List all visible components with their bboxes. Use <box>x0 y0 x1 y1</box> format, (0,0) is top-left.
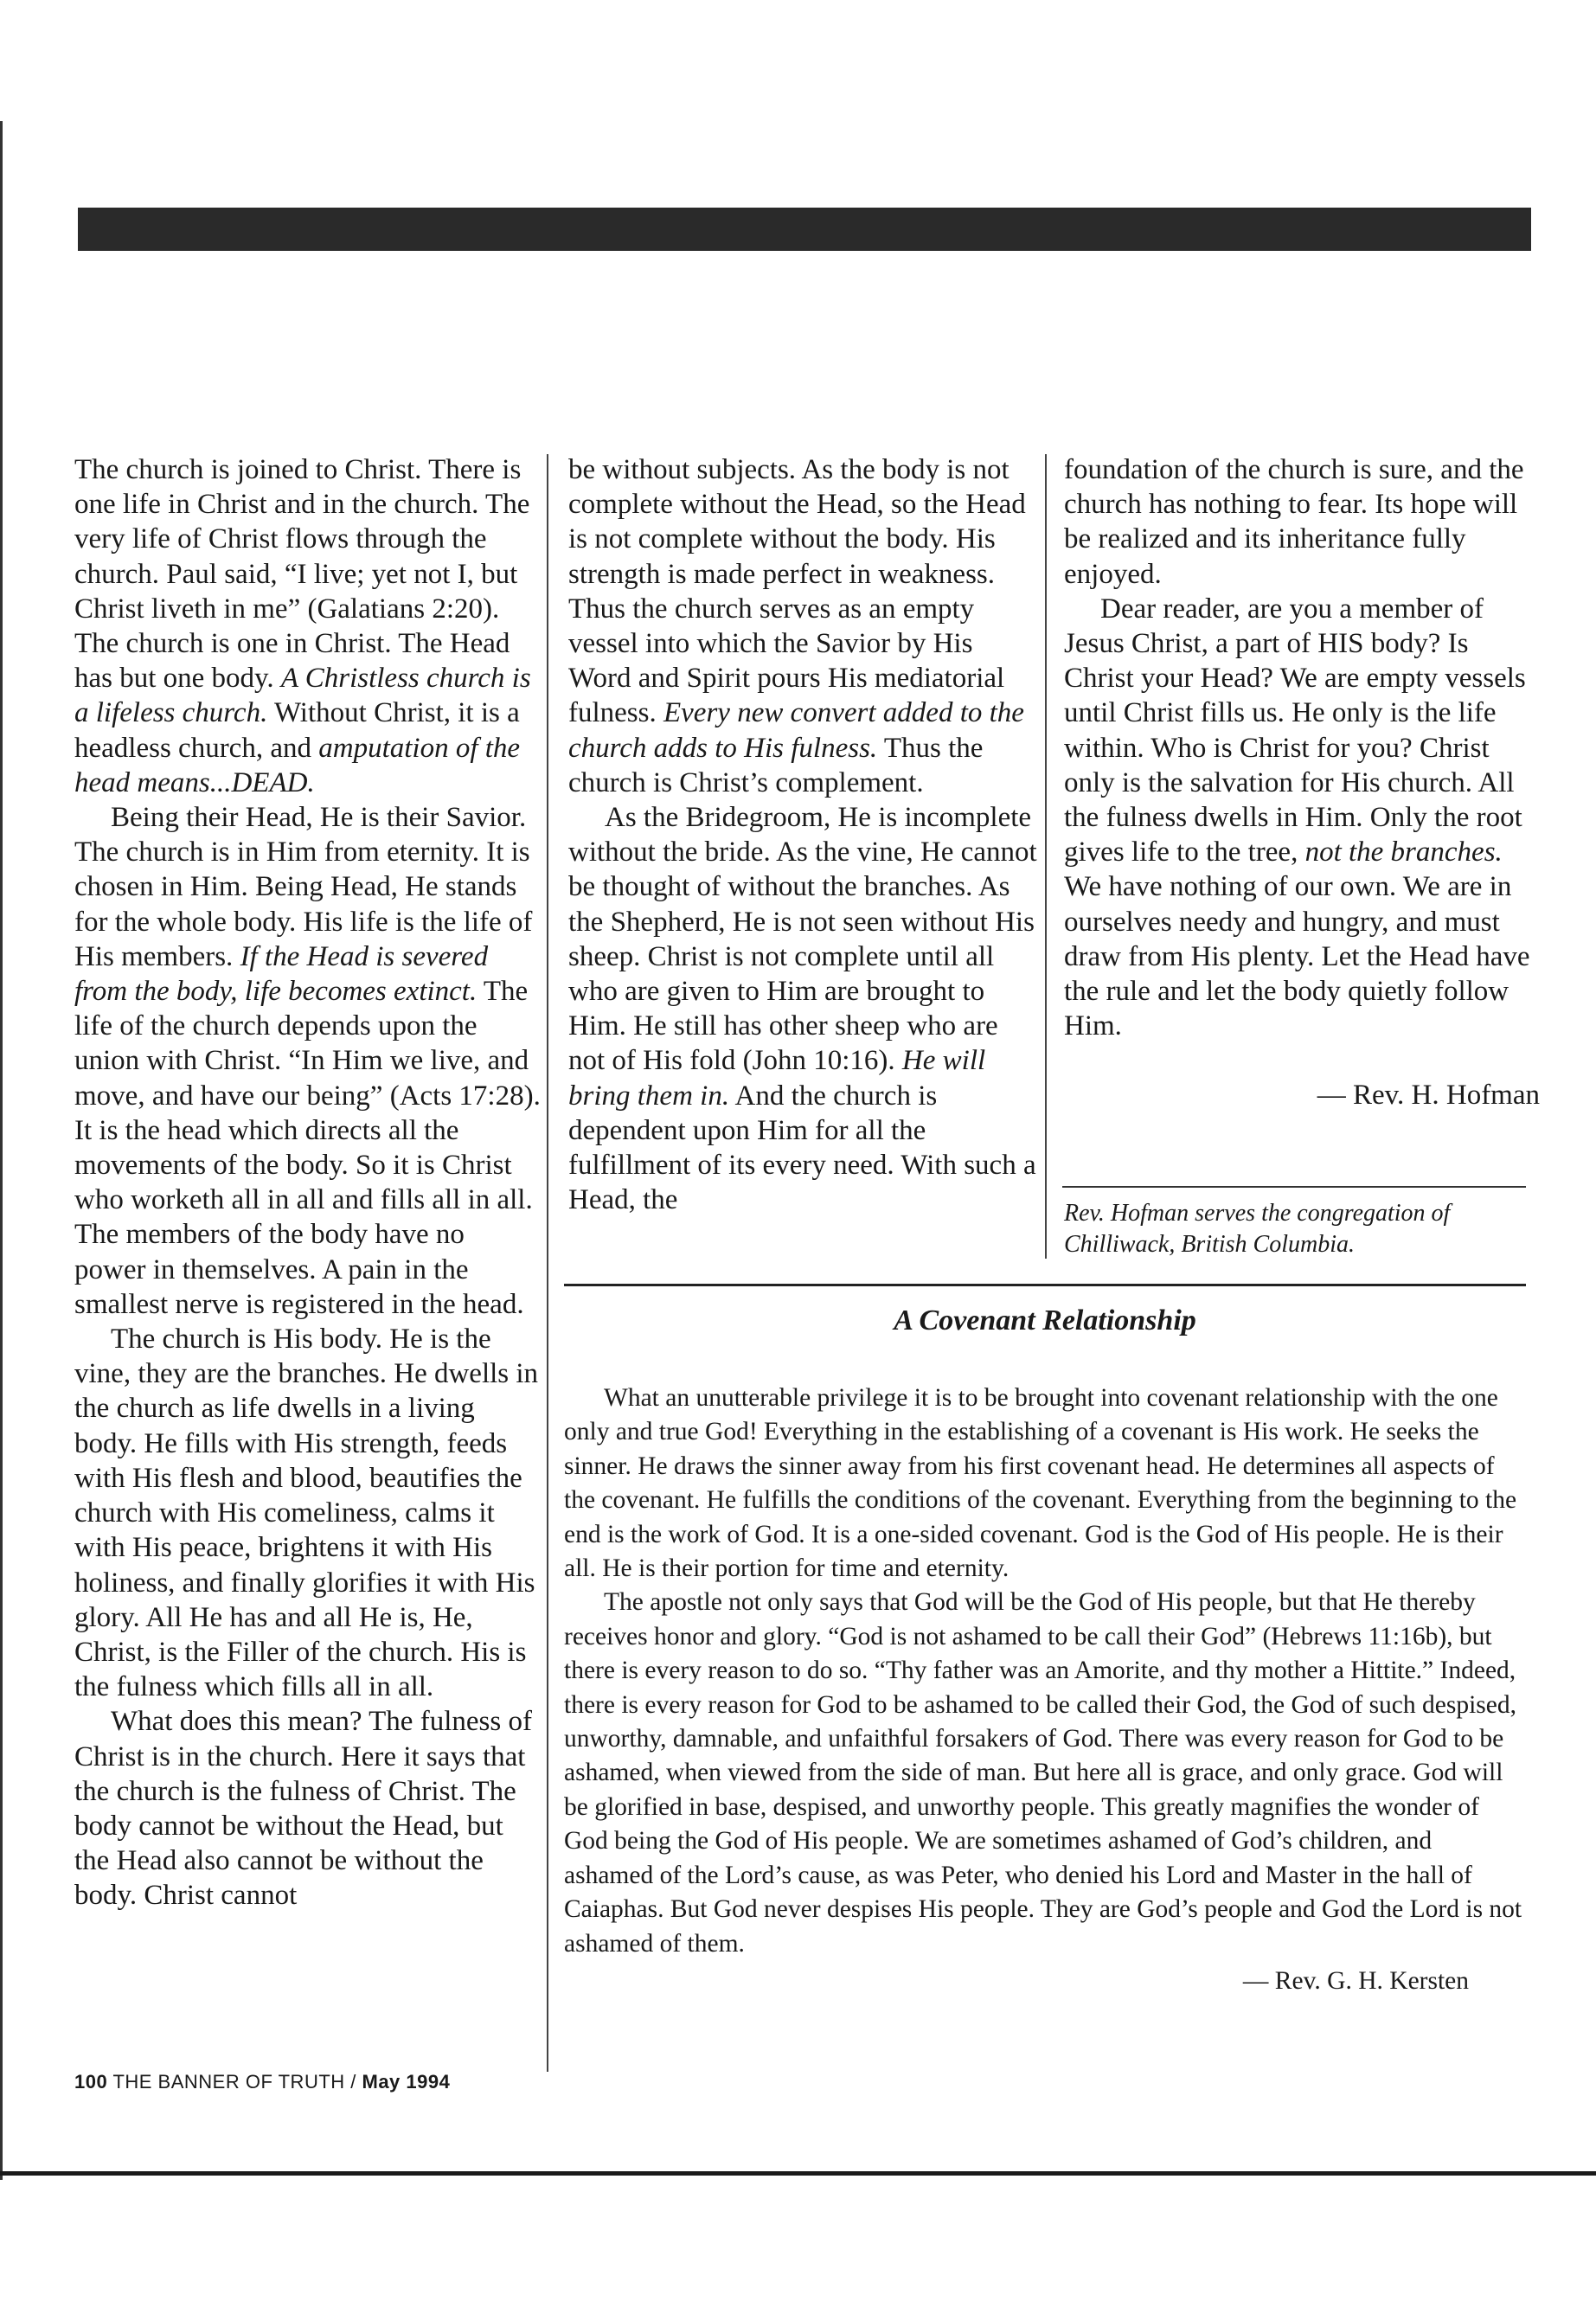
col1-paragraph-1: The church is joined to Christ. There is one life in Christ and in the church. The very life of Christ flows through the church. Paul said, “I live; yet not I, but Christ liveth in me” (Galatians 2:20). The church is one in Christ. The Head has but one body. A Christless church is a lifeless church. Without Christ, it is a headless church, and amputation of the head means...DEAD. <box>74 454 531 798</box>
column-divider-1 <box>547 454 548 2072</box>
column-1 <box>74 452 542 1913</box>
col2-paragraph-1: be without subjects. As the body is not complete without the Head, so the Head is not complete without the body. His strength is made perfect in weakness. Thus the church serves as an empty vessel into which the Savior by His Word and Spirit pours His mediatorial fulness. Every new convert added to the church adds to His fulness. Thus the church is Christ’s complement. <box>568 454 1026 798</box>
section-divider <box>564 1284 1526 1286</box>
author-signature-hofman: — Rev. H. Hofman <box>1317 1080 1540 1112</box>
col1-paragraph-3: The church is His body. He is the vine, they are the branches. He dwells in the church as life dwells in a living body. He fills with His strength, feeds with His flesh and blood, beautifies the church with His comeliness, calms it with His peace, brightens it with His holiness, and finally glorifies it with His glory. All He has and all He is, He, Christ, is the Filler of the church. His is the fulness which fills all in all. <box>74 1324 539 1703</box>
page-edge-line <box>0 121 3 2180</box>
bio-divider <box>1062 1186 1526 1188</box>
author-bio: Rev. Hofman serves the congregation of Chilliwack, British Columbia. <box>1064 1200 1451 1258</box>
column-3 <box>1064 452 1540 1113</box>
page-number: 100 <box>74 2071 108 2093</box>
column-2 <box>568 452 1040 1217</box>
col1-paragraph-4: What does this mean? The fulness of Christ is in the church. Here it says that the church is the fulness of Christ. The body cannot be without the Head, but the Head also cannot be without the body. Christ cannot <box>74 1706 532 1912</box>
section-paragraph-1: What an unutterable privilege it is to be brought into covenant relationship with the one only and true God! Everything in the establishing of a covenant is His work. He seeks the sinner. He draws the sinner away from his first covenant head. He determines all aspects of the covenant. He fulfills the conditions of the covenant. Everything from the beginning to the end is the work of God. It is a one-sided covenant. God is the God of His people. He is their all. He is their portion for time and eternity. <box>564 1384 1517 1583</box>
author-signature-kersten: — Rev. G. H. Kersten <box>1242 1966 1469 1995</box>
col3-paragraph-1: foundation of the church is sure, and the church has nothing to fear. Its hope will be realized and its inheritance fully enjoyed. <box>1064 454 1524 590</box>
publication-name: THE BANNER OF TRUTH / <box>112 2071 362 2093</box>
col1-paragraph-2: Being their Head, He is their Savior. The church is in Him from eternity. It is chosen in Him. Being Head, He stands for the whole body. His life is the life of His members. If the Head is severed from the body, life becomes extinct. The life of the church depends upon the union with Christ. “In Him we live, and move, and have our being” (Acts 17:28). It is the head which directs all the movements of the body. So it is Christ who worketh all in all and fills all in all. The members of the body have no power in themselves. A pain in the smallest nerve is registered in the head. <box>74 802 541 1320</box>
col2-paragraph-2: As the Bridegroom, He is incomplete without the bride. As the vine, He cannot be thought of without the branches. As the Shepherd, He is not seen without His sheep. Christ is not complete until all who are given to Him are brought to Him. He still has other sheep who are not of His fold (John 10:16). He will bring them in. And the church is dependent upon Him for all the fulfillment of its every need. With such a Head, the <box>568 802 1037 1216</box>
page-footer <box>74 2071 450 2093</box>
section-paragraph-2: The apostle not only says that God will be the God of His people, but that He thereby receives honor and glory. “God is not ashamed to be call their God” (Hebrews 11:16b), but there is every reason to do so. “Thy father was an Amorite, and thy mother a Hittite.” Indeed, there is every reason for God to be ashamed to be called their God, the God of such despised, unworthy, damnable, and unfaithful forsakers of God. There was every reason for God to be ashamed, when viewed from the side of man. But here all is grace, and only grace. God will be glorified in base, despised, and unworthy people. This greatly magnifies the wonder of God being the God of His people. We are sometimes ashamed of God’s children, and ashamed of the Lord’s cause, as was Peter, who denied his Lord and Master in the hall of Caiaphas. But God never despises His people. They are God’s people and God the Lord is not ashamed of them. <box>564 1588 1522 1958</box>
header-bar <box>78 208 1531 251</box>
section-body <box>564 1381 1522 1998</box>
bottom-rule <box>0 2171 1596 2176</box>
section-title: A Covenant Relationship <box>894 1304 1196 1336</box>
col3-paragraph-2: Dear reader, are you a member of Jesus Christ, a part of HIS body? Is Christ your Head? We are empty vessels until Christ fills us. He only is the life within. Who is Christ for you? Christ only is the salvation for His church. All the fulness dwells in Him. Only the root gives life to the tree, not the branches. We have nothing of our own. We are in ourselves needy and hungry, and must draw from His plenty. Let the Head have the rule and let the body quietly follow Him. <box>1064 593 1530 1042</box>
issue-date: May 1994 <box>362 2071 451 2093</box>
column-divider-2 <box>1045 454 1047 1259</box>
